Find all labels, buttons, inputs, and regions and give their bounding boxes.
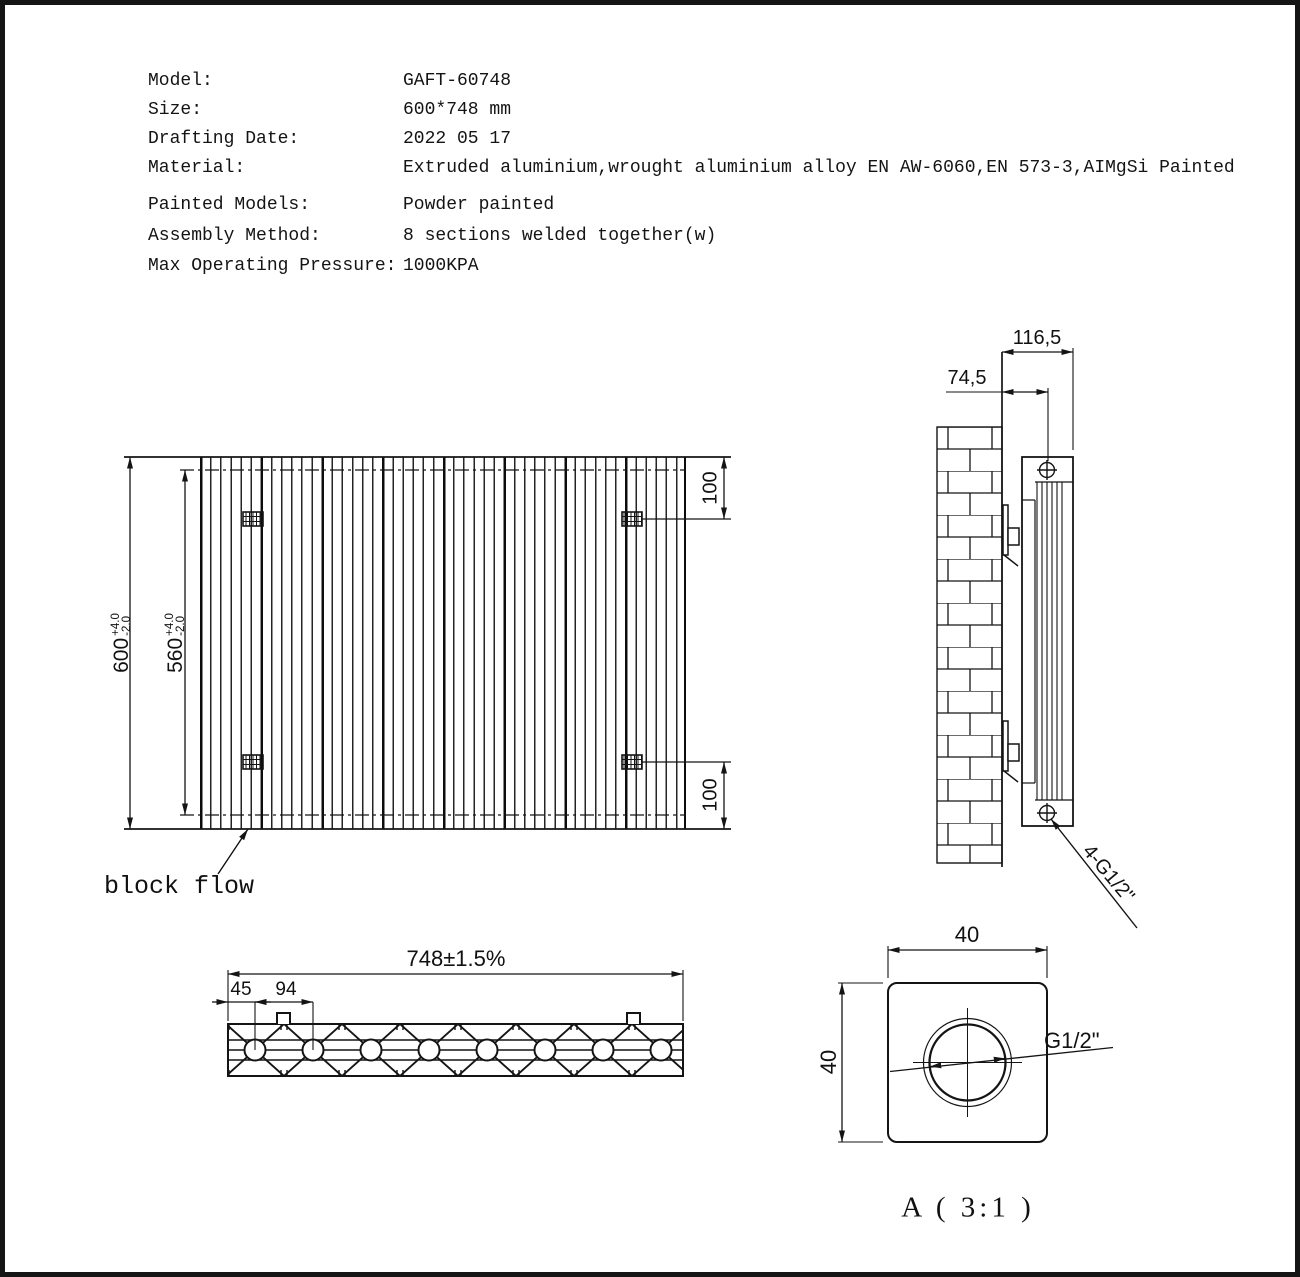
front-view-brackets	[243, 512, 642, 769]
spec-label: Max Operating Pressure:	[148, 256, 397, 276]
dim-text-100-top: 100	[699, 471, 722, 505]
dim-text-74-5: 74,5	[947, 367, 987, 389]
spec-row-model	[148, 70, 511, 92]
block-flow-label: block flow	[104, 872, 255, 901]
spec-value: Extruded aluminium,wrought aluminium alloy EN AW-6060,EN 573-3,AIMgSi Painted	[403, 158, 1235, 178]
dim-text-748: 748±1.5%	[406, 946, 506, 971]
spec-row-drafting-date	[148, 128, 511, 150]
spec-row-assembly-method	[148, 225, 716, 247]
spec-row-painted-models	[148, 194, 554, 216]
section-tab-right	[627, 1013, 640, 1024]
dim-text-94: 94	[275, 979, 297, 1000]
section-tab-left	[277, 1013, 290, 1024]
spec-row-max-pressure	[148, 255, 479, 277]
spec-value: 1000KPA	[403, 256, 479, 276]
front-view	[124, 457, 731, 874]
spec-value: GAFT-60748	[403, 71, 512, 91]
dim-text-560: 560 +4.0 -2.0	[163, 613, 187, 673]
spec-label: Model:	[148, 71, 213, 91]
spec-label: Painted Models:	[148, 195, 311, 215]
dim-text-45: 45	[230, 979, 252, 1000]
spec-value: 600*748 mm	[403, 100, 512, 120]
spec-value: 2022 05 17	[403, 129, 512, 149]
detail-a-caption: A ( 3:1 )	[901, 1191, 1035, 1224]
dim-text-600: 600 +4.0 -2.0	[109, 613, 133, 673]
spec-value: 8 sections welded together(w)	[403, 226, 717, 246]
side-view	[937, 348, 1137, 928]
spec-value: Powder painted	[403, 195, 555, 215]
side-view-brackets	[1003, 505, 1019, 782]
spec-row-material	[148, 157, 1235, 179]
spec-row-size	[148, 99, 511, 121]
spec-label: Drafting Date:	[148, 129, 300, 149]
connections-label: 4-G1/2"	[1078, 840, 1139, 907]
spec-label: Assembly Method:	[148, 226, 321, 246]
spec-label: Material:	[148, 158, 246, 178]
thread-label: G1/2"	[1044, 1028, 1100, 1053]
dim-text-100-bottom: 100	[699, 778, 722, 812]
dim-text-40-height: 40	[816, 1049, 841, 1075]
spec-label: Size:	[148, 100, 203, 120]
block-flow-leader	[218, 829, 248, 874]
dim-text-116-5: 116,5	[1012, 327, 1062, 349]
dim-text-40-width: 40	[954, 922, 980, 947]
wall-brick-hatch	[937, 427, 1002, 863]
